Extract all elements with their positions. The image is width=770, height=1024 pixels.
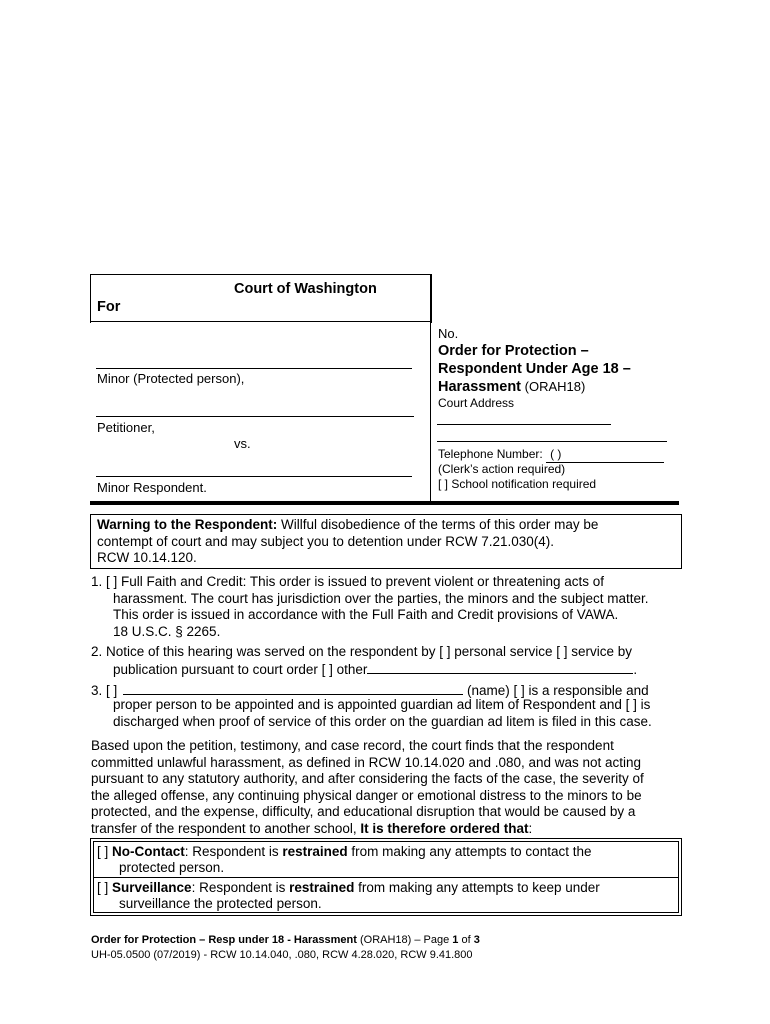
petitioner-label: Petitioner, — [97, 420, 155, 435]
court-name: Court of Washington — [234, 281, 377, 297]
no-contact-line2: protected person. — [119, 860, 225, 875]
petitioner-line — [96, 416, 414, 417]
telephone-row — [438, 447, 664, 463]
surveillance-title: Surveillance — [112, 880, 192, 895]
telephone-field[interactable]: ( ) — [546, 447, 664, 463]
no-contact-text-a: : Respondent is — [184, 844, 283, 859]
warning-text3: RCW 10.14.120. — [97, 550, 197, 565]
warning-text2: contempt of court and may subject you to detention under RCW 7.21.030(4). — [97, 534, 555, 549]
footer-page-num: 1 — [452, 934, 459, 946]
findings-line6 — [91, 821, 532, 838]
surveillance-line1 — [97, 880, 600, 897]
surveillance-text-a: : Respondent is — [191, 880, 290, 895]
footer-title-code: (ORAH18) – Page — [356, 934, 453, 946]
no-contact-line1 — [97, 844, 591, 861]
no-contact-checkbox[interactable]: [ ] — [97, 844, 113, 859]
for-label: For — [97, 299, 121, 315]
court-address-label: Court Address — [438, 396, 515, 410]
court-address-line2 — [437, 441, 667, 442]
item2-other-field[interactable] — [367, 660, 633, 674]
warning-heading: Warning to the Respondent: — [97, 517, 278, 532]
warning-line1 — [97, 517, 598, 534]
findings-line2: committed unlawful harassment, as defined in RCW 10.14.020 and .080, and was not acting — [91, 755, 642, 770]
school-notification-checkbox[interactable]: [ ] School notification required — [438, 477, 597, 491]
footer-page-total: 3 — [473, 934, 480, 946]
item3-name-text: (name) [ ] is a responsible and — [463, 683, 649, 698]
item3-line3: discharged when proof of service of this order on the guardian ad litem is filed in this case. — [113, 714, 652, 729]
protected-person-line — [96, 368, 412, 369]
case-number-label: No. — [438, 326, 459, 341]
footer-title-bold: Order for Protection – Resp under 18 - Harassment — [91, 934, 357, 946]
orders-divider — [93, 877, 678, 878]
item3-checkbox[interactable]: 3. [ ] — [91, 683, 118, 698]
form-title-line2: Respondent Under Age 18 – — [438, 361, 631, 377]
minor-respondent-label: Minor Respondent. — [97, 480, 207, 495]
form-title-harassment: Harassment — [438, 379, 522, 395]
respondent-line — [96, 476, 412, 477]
form-title-line3 — [438, 378, 585, 396]
thick-separator — [90, 501, 679, 505]
item1-line2: harassment. The court has jurisdiction over the parties, the minors and the subject matter. — [113, 591, 649, 606]
footer-title — [91, 933, 480, 947]
item1-line4: 18 U.S.C. § 2265. — [113, 624, 221, 639]
no-contact-text-b: from making any attempts to contact the — [347, 844, 592, 859]
ordered-colon: : — [528, 821, 533, 836]
form-title-line1: Order for Protection – — [438, 343, 589, 359]
item2-other-label: publication pursuant to court order [ ] other — [113, 662, 368, 677]
guardian-name-field[interactable] — [123, 681, 463, 695]
warning-text1: Willful disobedience of the terms of this order may be — [277, 517, 599, 532]
clerk-note: (Clerk’s action required) — [438, 462, 566, 476]
findings-line4: the alleged offense, any continuing physical danger or emotional distress to the minors to be — [91, 788, 642, 803]
vs-label: vs. — [234, 436, 251, 451]
findings-last-text: transfer of the respondent to another school, — [91, 821, 361, 836]
item2-period: . — [633, 662, 638, 677]
item2-line2 — [113, 660, 637, 679]
findings-line3: pursuant to any statutory authority, and after considering the facts of the case, the severity of — [91, 771, 644, 786]
item2-line1: 2. Notice of this hearing was served on the respondent by [ ] personal service [ ] service by — [91, 644, 633, 659]
form-code: (ORAH18) — [521, 379, 586, 394]
surveillance-line2: surveillance the protected person. — [119, 896, 322, 911]
minor-protected-label: Minor (Protected person), — [97, 371, 245, 386]
footer-form-line: UH-05.0500 (07/2019) - RCW 10.14.040, .080, RCW 4.28.020, RCW 9.41.800 — [91, 949, 473, 961]
caption-divider — [90, 321, 430, 322]
surveillance-restrained: restrained — [289, 880, 355, 895]
caption-box-right-border — [430, 274, 431, 502]
surveillance-checkbox[interactable]: [ ] — [97, 880, 113, 895]
surveillance-text-b: from making any attempts to keep under — [354, 880, 600, 895]
item3-line2: proper person to be appointed and is appointed guardian ad litem of Respondent and [ ] is — [113, 697, 651, 712]
item1-line3: This order is issued in accordance with the Full Faith and Credit provisions of VAWA. — [113, 607, 619, 622]
no-contact-title: No-Contact — [112, 844, 185, 859]
item1-line1: 1. [ ] Full Faith and Credit: This order is issued to prevent violent or threatening acts of — [91, 574, 605, 589]
footer-of: of — [458, 934, 474, 946]
court-address-line1 — [437, 424, 611, 425]
ordered-heading: It is therefore ordered that — [360, 821, 529, 836]
findings-line5: protected, and the expense, difficulty, and educational disruption that would be caused by a — [91, 804, 636, 819]
no-contact-restrained: restrained — [282, 844, 348, 859]
telephone-label: Telephone Number: — [438, 447, 543, 461]
findings-line1: Based upon the petition, testimony, and case record, the court finds that the respondent — [91, 738, 614, 753]
